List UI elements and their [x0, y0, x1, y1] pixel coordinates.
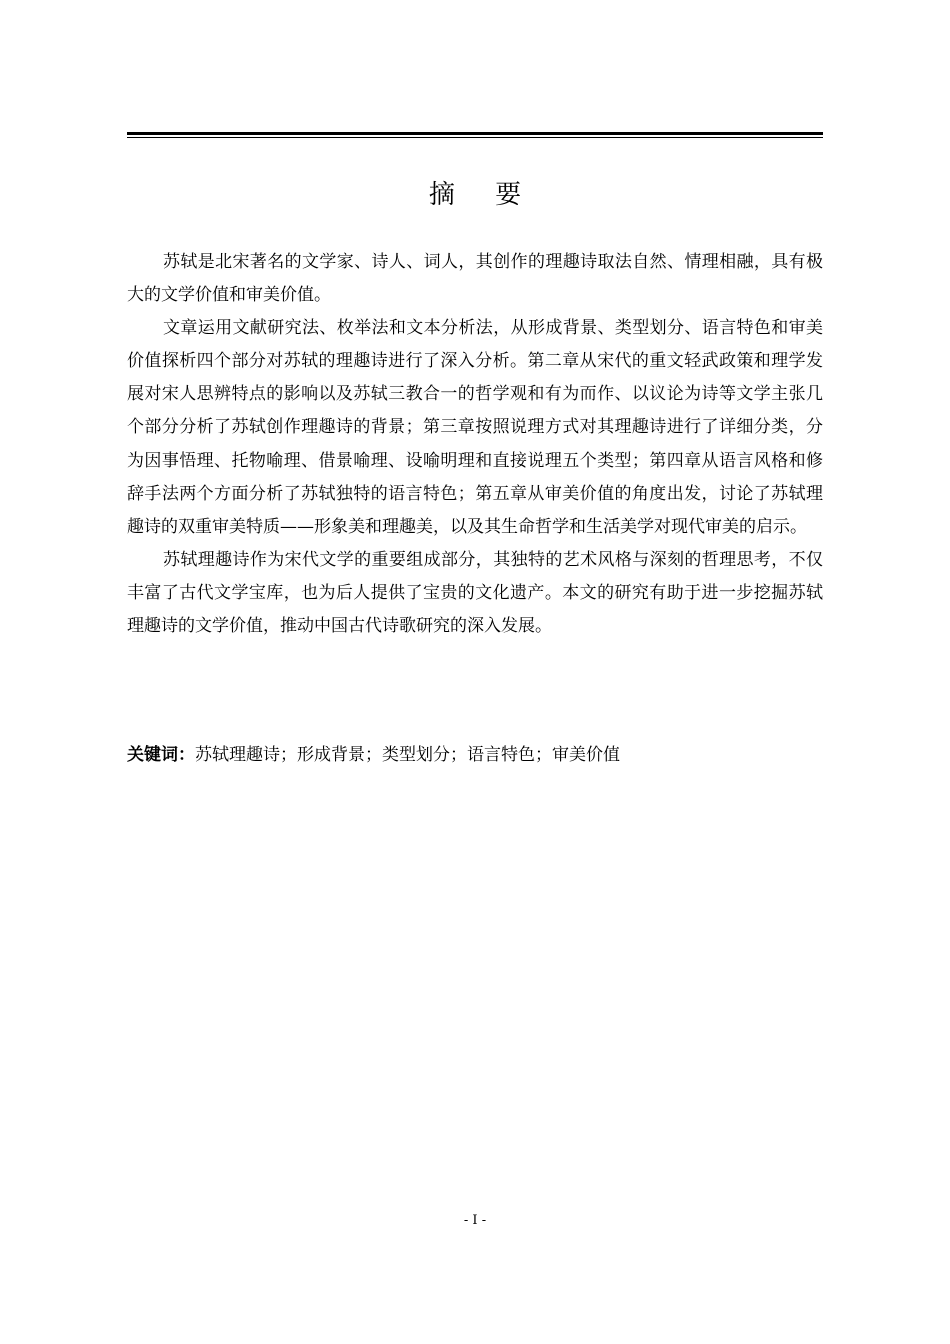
abstract-paragraph-2: 文章运用文献研究法、枚举法和文本分析法，从形成背景、类型划分、语言特色和审美价值探析四个部分对苏轼的理趣诗进行了深入分析。第二章从宋代的重文轻武政策和理学发展对宋人思辨特点的影响以及苏轼三教合一的哲学观和有为而作、以议论为诗等文学主张几个部分分析了苏轼创作理趣诗的背景；第三章按照说理方式对其理趣诗进行了详细分类，分为因事悟理、托物喻理、借景喻理、设喻明理和直接说理五个类型；第四章从语言风格和修辞手法两个方面分析了苏轼独特的语言特色；第五章从审美价值的角度出发，讨论了苏轼理趣诗的双重审美特质——形象美和理趣美，以及其生命哲学和生活美学对现代审美的启示。	[127, 318, 823, 537]
header-rule-thick-line	[127, 132, 823, 135]
keywords-label: 关键词：	[127, 745, 195, 765]
keywords-line	[127, 739, 823, 772]
abstract-body	[127, 246, 823, 643]
header-rule-thin-line	[127, 137, 823, 138]
header-double-rule	[127, 132, 823, 138]
abstract-paragraph-1: 苏轼是北宋著名的文学家、诗人、词人，其创作的理趣诗取法自然、情理相融，具有极大的文学价值和审美价值。	[127, 252, 823, 306]
page-number: - I -	[463, 1213, 487, 1228]
abstract-title: 摘 要	[428, 180, 538, 210]
keywords-text: 苏轼理趣诗；形成背景；类型划分；语言特色；审美价值	[195, 745, 620, 765]
abstract-paragraph-3: 苏轼理趣诗作为宋代文学的重要组成部分，其独特的艺术风格与深刻的哲理思考，不仅丰富了古代文学宝库，也为后人提供了宝贵的文化遗产。本文的研究有助于进一步挖掘苏轼理趣诗的文学价值，推动中国古代诗歌研究的深入发展。	[127, 549, 823, 637]
